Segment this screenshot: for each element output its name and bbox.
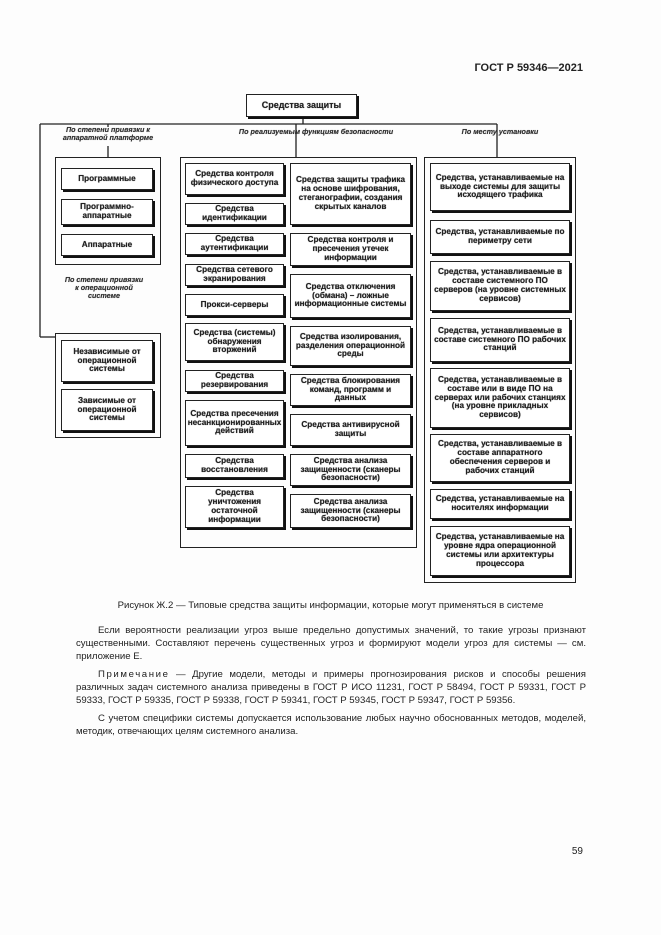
paragraph-threats xyxy=(76,624,586,664)
platform-item-software-hardware: Программно-аппаратные xyxy=(61,199,153,225)
paragraph-methods-text: С учетом специфики системы допускается использование любых научно обоснованных методов, моделей, методик, отвечающих целям системного анализа. xyxy=(76,713,586,738)
function-recovery: Средства восстановления xyxy=(185,454,284,478)
root-node: Средства защиты xyxy=(246,94,357,117)
category-label-install-location: По месту установки xyxy=(461,127,539,136)
function-traffic-protection: Средства защиты трафика на основе шифрования, стеганографии, создания скрытых каналов xyxy=(290,163,411,225)
paragraph-note xyxy=(76,668,586,708)
function-scanner-1: Средства анализа защищенности (сканеры безопасности) xyxy=(290,454,411,486)
os-item-dependent: Зависимые от операционной системы xyxy=(61,389,153,431)
page-number: 59 xyxy=(571,846,583,857)
platform-item-software: Программные xyxy=(61,168,153,190)
function-antivirus: Средства антивирусной защиты xyxy=(290,414,411,446)
location-application-level: Средства, устанавливаемые в составе или в виде ПО на серверах или рабочих станциях (на уровне прикладных сервисов) xyxy=(430,368,570,428)
standard-code: ГОСТ Р 59346—2021 xyxy=(474,62,583,74)
function-blocking: Средства блокирования команд, программ и данных xyxy=(290,374,411,406)
function-leak-control: Средства контроля и пресечения утечек информации xyxy=(290,233,411,266)
os-item-independent: Независимые от операционной системы xyxy=(61,340,153,382)
location-perimeter: Средства, устанавливаемые по периметру сети xyxy=(430,220,570,254)
location-hardware: Средства, устанавливаемые в составе аппаратного обеспечения серверов и рабочих станций xyxy=(430,434,570,482)
paragraph-threats-text: Если вероятности реализации угроз выше предельно допустимых значений, то такие угрозы признают существенными. Составляют перечень существенных угроз и формируют модели угроз для системы — см. приложение Е. xyxy=(76,625,586,663)
location-server-system-sw: Средства, устанавливаемые в составе системного ПО серверов (на уровне системных сервисов) xyxy=(430,261,570,311)
function-scanner-2: Средства анализа защищенности (сканеры безопасности) xyxy=(290,494,411,528)
category-label-security-functions: По реализуемым функциям безопасности xyxy=(238,127,394,136)
category-label-hardware-platform: По степени привязки к аппаратной платформе xyxy=(62,125,154,142)
function-proxy: Прокси-серверы xyxy=(185,294,284,316)
function-deception: Средства отключения (обмана) – ложные информационные системы xyxy=(290,274,411,318)
function-destruction: Средства уничтожения остаточной информации xyxy=(185,486,284,528)
paragraph-methods xyxy=(76,712,586,738)
function-isolation: Средства изолирования, разделения операционной среды xyxy=(290,326,411,366)
platform-item-hardware: Аппаратные xyxy=(61,234,153,256)
function-ids: Средства (системы) обнаружения вторжений xyxy=(185,323,284,361)
category-label-os-binding: По степени привязки к операционной системе xyxy=(64,275,144,300)
function-prevention: Средства пресечения несанкционированных действий xyxy=(185,400,284,446)
function-physical-access: Средства контроля физического доступа xyxy=(185,163,284,195)
function-firewall: Средства сетевого экранирования xyxy=(185,264,284,286)
location-workstation-system-sw: Средства, устанавливаемые в составе системного ПО рабочих станций xyxy=(430,318,570,362)
function-identification: Средства идентификации xyxy=(185,203,284,225)
location-media: Средства, устанавливаемые на носителях информации xyxy=(430,489,570,519)
note-label: Примечание xyxy=(98,669,170,680)
note-text: — Другие модели, методы и примеры прогнозирования рисков и способы решения различных задач системного анализа приведены в ГОСТ Р ИСО 11231, ГОСТ Р 58494, ГОСТ Р 59331, ГОСТ Р 59333, ГОСТ Р 59335, ГОСТ Р 59338, ГОСТ Р 59341, ГОСТ Р 59345, ГОСТ Р 59347, ГОСТ Р 59356. xyxy=(76,669,586,707)
figure-caption: Рисунок Ж.2 — Типовые средства защиты информации, которые могут применяться в системе xyxy=(117,600,544,611)
function-backup: Средства резервирования xyxy=(185,370,284,392)
location-kernel-cpu: Средства, устанавливаемые на уровне ядра операционной системы или архитектуры процессора xyxy=(430,526,570,576)
location-outbound: Средства, устанавливаемые на выходе системы для защиты исходящего трафика xyxy=(430,163,570,211)
function-authentication: Средства аутентификации xyxy=(185,233,284,255)
